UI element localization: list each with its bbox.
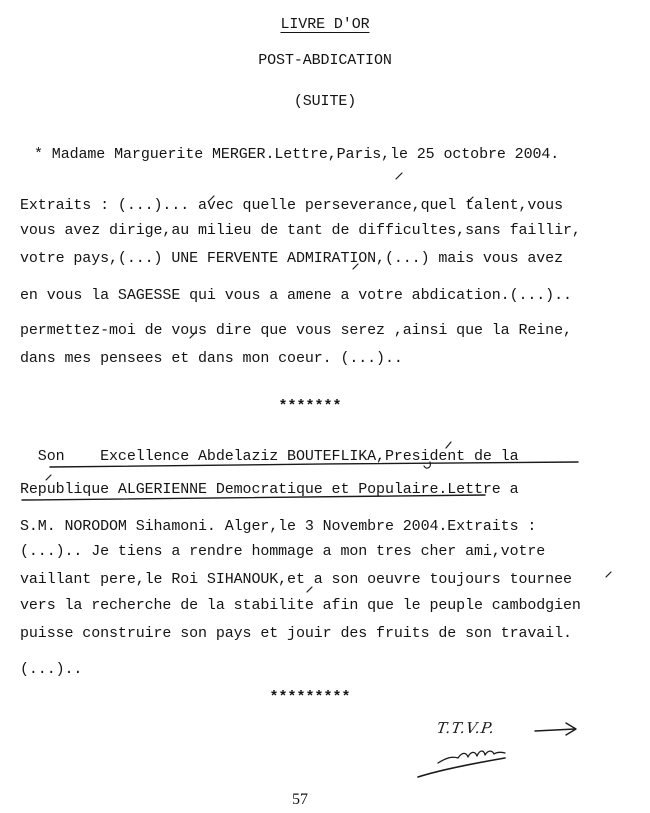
- letter1-line: dans mes pensees et dans mon coeur. (...)..: [20, 350, 403, 367]
- letter2-line: vaillant pere,le Roi SIHANOUK,et a son oeuvre toujours tournee: [20, 571, 572, 588]
- arrow-head: [566, 723, 576, 735]
- accent-mark: [606, 572, 611, 577]
- letter2-line: (...).. Je tiens a rendre hommage a mon tres cher ami,votre: [20, 543, 546, 560]
- letter1-line: vous avez dirige,au milieu de tant de difficultes,sans faillir,: [20, 222, 581, 239]
- letter2-line: vers la recherche de la stabilite afin que le peuple cambodgien: [20, 597, 581, 614]
- accent-mark: [46, 475, 51, 480]
- handwritten-initials: T.T.V.P.: [435, 719, 497, 737]
- page-subtitle: POST-ABDICATION: [258, 52, 392, 69]
- page-number: 57: [292, 791, 308, 808]
- signature-underline: [418, 758, 505, 777]
- letter1-line: votre pays,(...) UNE FERVENTE ADMIRATION,(...) mais vous avez: [20, 250, 563, 267]
- letter1-line: Extraits : (...)... avec quelle perseverance,quel talent,vous: [20, 197, 563, 214]
- letter2-line: (...)..: [20, 661, 83, 678]
- suite-label: (SUITE): [293, 93, 357, 110]
- letter2-line: S.M. NORODOM Sihamoni. Alger,le 3 Novembre 2004.Extraits :: [20, 518, 537, 535]
- letter1-line: en vous la SAGESSE qui vous a amene a votre abdication.(...)..: [20, 287, 572, 304]
- letter2-heading-line2: Republique ALGERIENNE Democratique et Populaire.Lettre a: [20, 481, 519, 498]
- arrow-shaft: [535, 729, 575, 731]
- separator-stars: *******: [278, 398, 342, 415]
- accent-mark: [396, 173, 402, 179]
- letter2-heading-line1: Son Excellence Abdelaziz BOUTEFLIKA,President de la: [20, 448, 519, 465]
- page-title: LIVRE D'OR: [280, 16, 370, 33]
- letter1-heading: * Madame Marguerite MERGER.Lettre,Paris,le 25 octobre 2004.: [34, 146, 560, 163]
- letter2-line: puisse construire son pays et jouir des fruits de son travail.: [20, 625, 572, 642]
- separator-stars: *********: [269, 689, 351, 706]
- signature: [438, 751, 505, 763]
- letter1-line: permettez-moi de vous dire que vous serez ,ainsi que la Reine,: [20, 322, 572, 339]
